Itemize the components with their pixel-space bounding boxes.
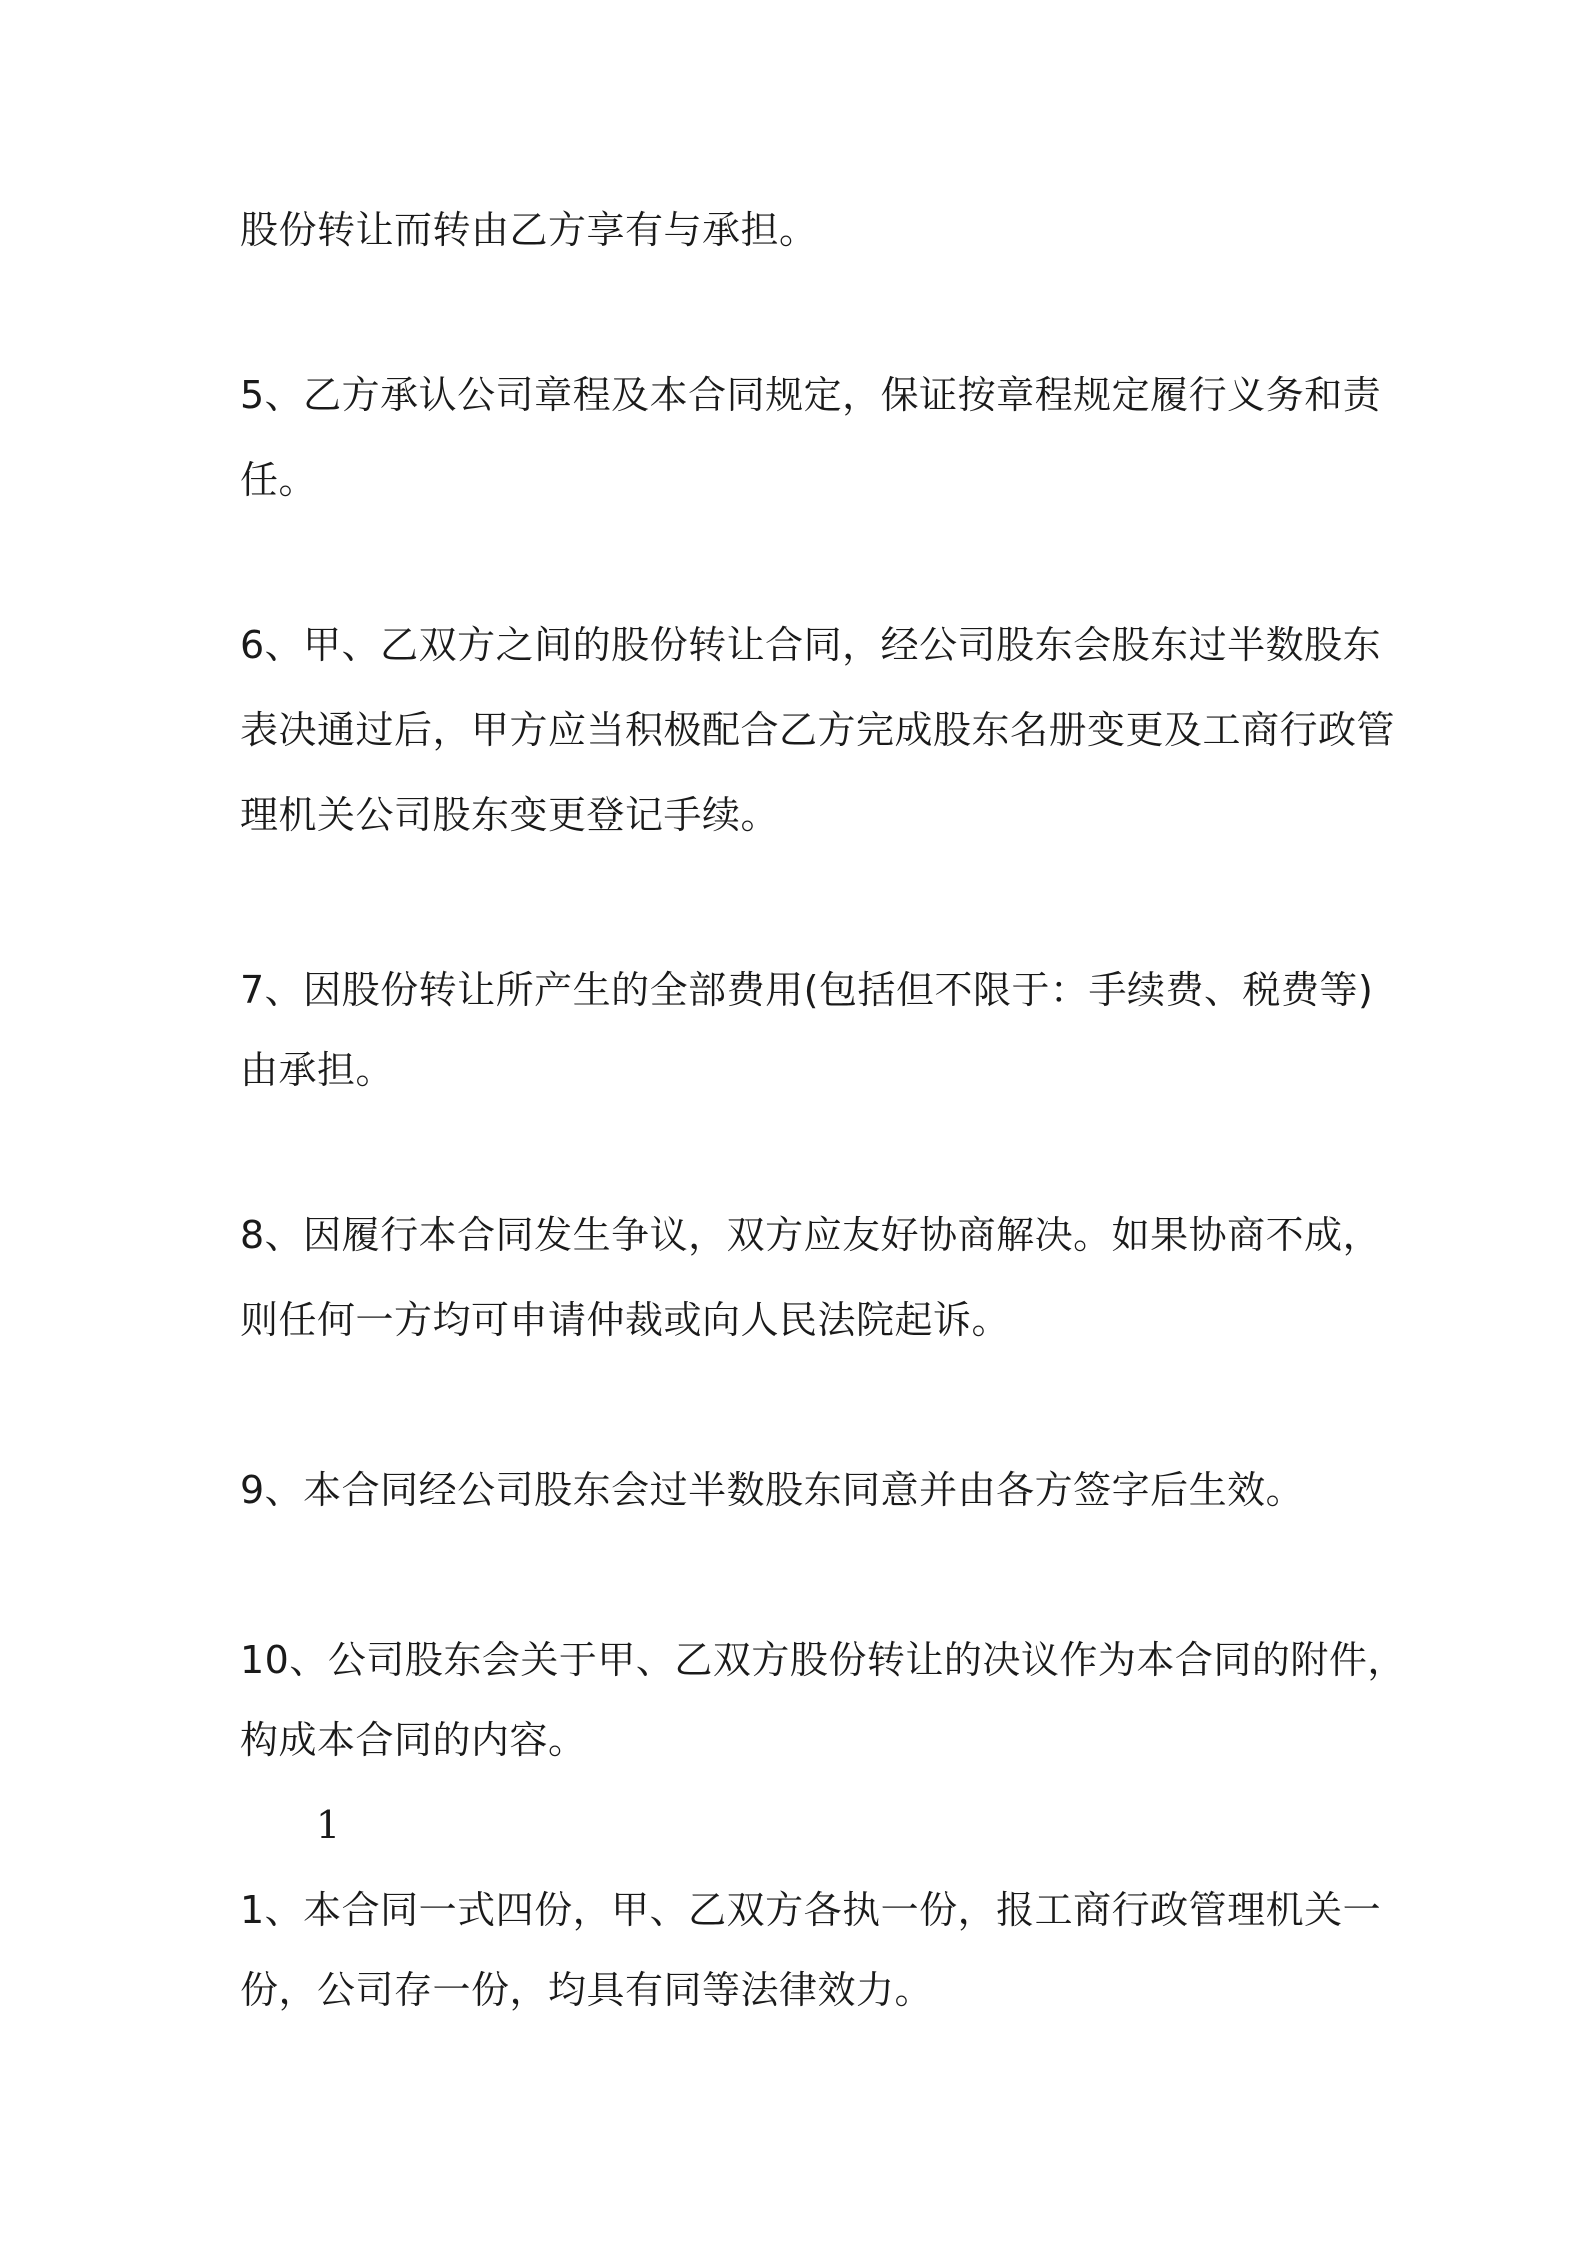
text-line: 5、乙方承认公司章程及本合同规定，保证按章程规定履行义务和责	[240, 373, 1382, 417]
text-line: 份，公司存一份，均具有同等法律效力。	[240, 1968, 934, 2012]
text-line: 则任何一方均可申请仲裁或向人民法院起诉。	[240, 1298, 1011, 1342]
text-line: 理机关公司股东变更登记手续。	[240, 793, 780, 837]
text-line: 构成本合同的内容。	[240, 1718, 587, 1762]
text-line: 1、本合同一式四份，甲、乙双方各执一份，报工商行政管理机关一	[240, 1888, 1382, 1932]
text-line: 8、因履行本合同发生争议，双方应友好协商解决。如果协商不成，	[240, 1213, 1382, 1257]
text-line: 9、本合同经公司股东会过半数股东同意并由各方签字后生效。	[240, 1468, 1305, 1512]
text-line: 表决通过后，甲方应当积极配合乙方完成股东名册变更及工商行政管	[240, 708, 1396, 752]
text-line: 任。	[240, 458, 318, 502]
text-line: 由承担。	[240, 1048, 395, 1092]
text-line: 7、因股份转让所产生的全部费用(包括但不限于：手续费、税费等)	[240, 968, 1374, 1012]
text-line: 10、公司股东会关于甲、乙双方股份转让的决议作为本合同的附件，	[240, 1638, 1406, 1682]
text-line: 股份转让而转由乙方享有与承担。	[240, 208, 818, 252]
page-number: 1	[316, 1803, 341, 1847]
text-line: 6、甲、乙双方之间的股份转让合同，经公司股东会股东过半数股东	[240, 623, 1382, 667]
